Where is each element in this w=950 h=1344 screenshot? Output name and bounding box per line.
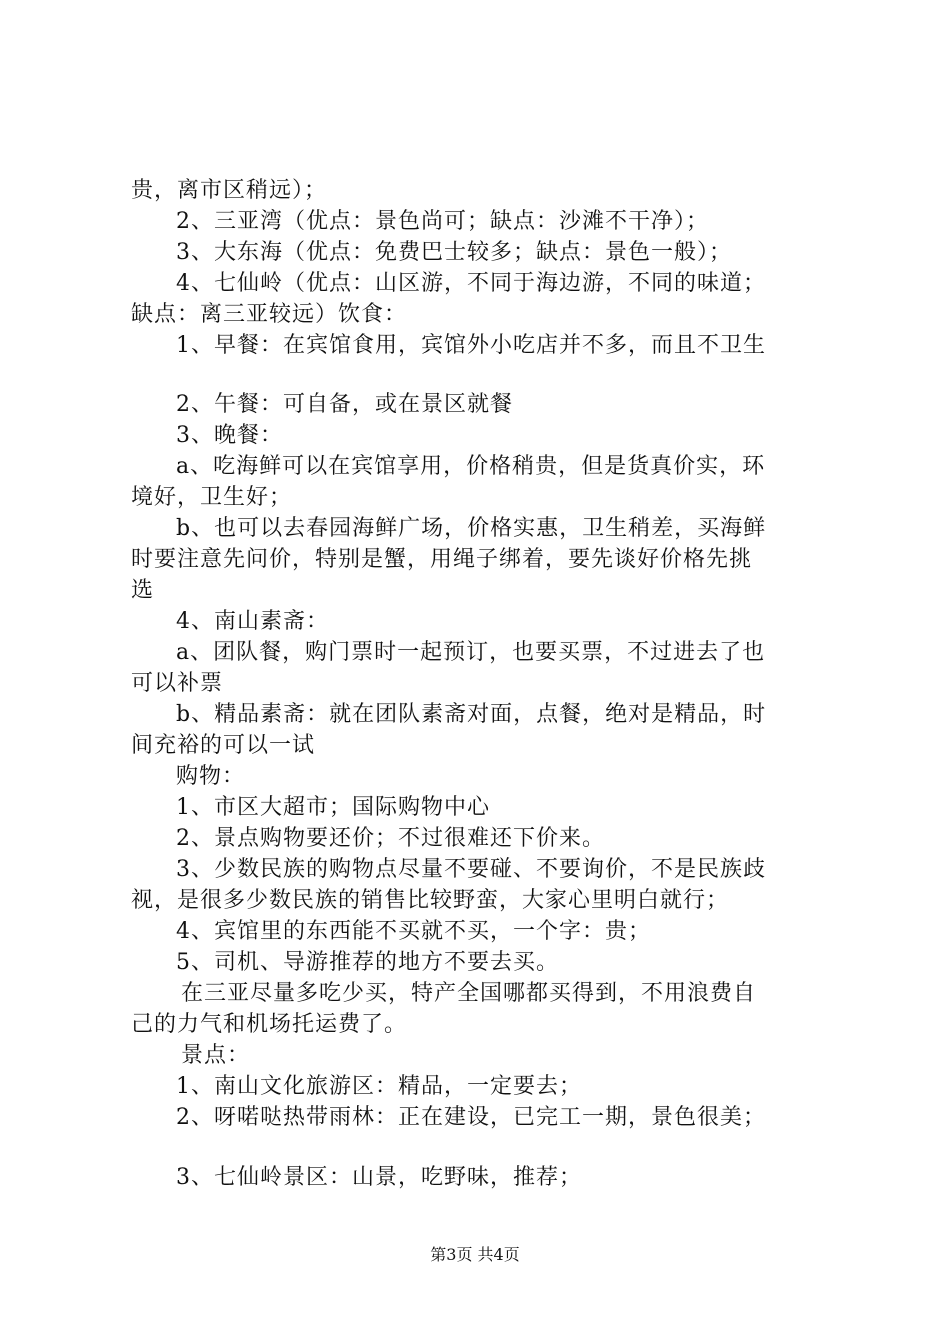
text-line: 贵，离市区稍远）； — [131, 178, 328, 203]
text-line: b、也可以去春园海鲜广场，价格实惠，卫生稍差，买海鲜 — [176, 516, 767, 541]
text-line: 2、三亚湾（优点：景色尚可；缺点：沙滩不干净）； — [176, 209, 709, 234]
text-line: 1、南山文化旅游区：精品，一定要去； — [176, 1074, 582, 1099]
text-line: 3、大东海（优点：免费巴士较多；缺点：景色一般）； — [176, 240, 732, 265]
text-line: 间充裕的可以一试 — [131, 733, 316, 758]
text-line: a、团队餐，购门票时一起预订，也要买票，不过进去了也 — [176, 640, 766, 665]
text-line: 2、呀喏哒热带雨林：正在建设，已完工一期，景色很美； — [176, 1105, 766, 1130]
text-line: 3、晚餐： — [176, 423, 283, 448]
text-line: 选 — [131, 578, 155, 603]
text-line: 1、早餐：在宾馆食用，宾馆外小吃店并不多，而且不卫生 — [176, 333, 766, 358]
text-line: 在三亚尽量多吃少买，特产全国哪都买得到，不用浪费自 — [181, 981, 757, 1006]
text-line: 4、南山素斋： — [176, 609, 329, 634]
text-line: 己的力气和机场托运费了。 — [131, 1012, 408, 1037]
page-number-footer: 第3页 共4页 — [430, 1245, 520, 1264]
text-line: 2、景点购物要还价；不过很难还下价来。 — [176, 826, 605, 851]
text-line: 可以补票 — [131, 671, 224, 696]
text-line: 4、宾馆里的东西能不买就不买，一个字：贵； — [176, 919, 651, 944]
text-line: 5、司机、导游推荐的地方不要去买。 — [176, 950, 559, 975]
text-line: 缺点：离三亚较远）饮食： — [131, 302, 408, 327]
text-line: 2、午餐：可自备，或在景区就餐 — [176, 392, 513, 417]
text-line: 境好，卫生好； — [131, 485, 293, 510]
text-line: 时要注意先问价，特别是蟹，用绳子绑着，要先谈好价格先挑 — [131, 547, 753, 572]
text-line: 1、市区大超市；国际购物中心 — [176, 795, 490, 820]
text-line: a、吃海鲜可以在宾馆享用，价格稍贵，但是货真价实，环 — [176, 454, 766, 479]
text-line: 景点： — [181, 1043, 251, 1068]
text-line: 3、少数民族的购物点尽量不要碰、不要询价，不是民族歧 — [176, 857, 766, 882]
text-line: 3、七仙岭景区：山景，吃野味，推荐； — [176, 1165, 582, 1190]
text-line: 购物： — [176, 764, 246, 789]
text-line: 视，是很多少数民族的销售比较野蛮，大家心里明白就行； — [131, 888, 730, 913]
text-line: b、精品素斋：就在团队素斋对面，点餐，绝对是精品，时 — [176, 702, 767, 727]
text-line: 4、七仙岭（优点：山区游，不同于海边游，不同的味道； — [176, 271, 766, 296]
